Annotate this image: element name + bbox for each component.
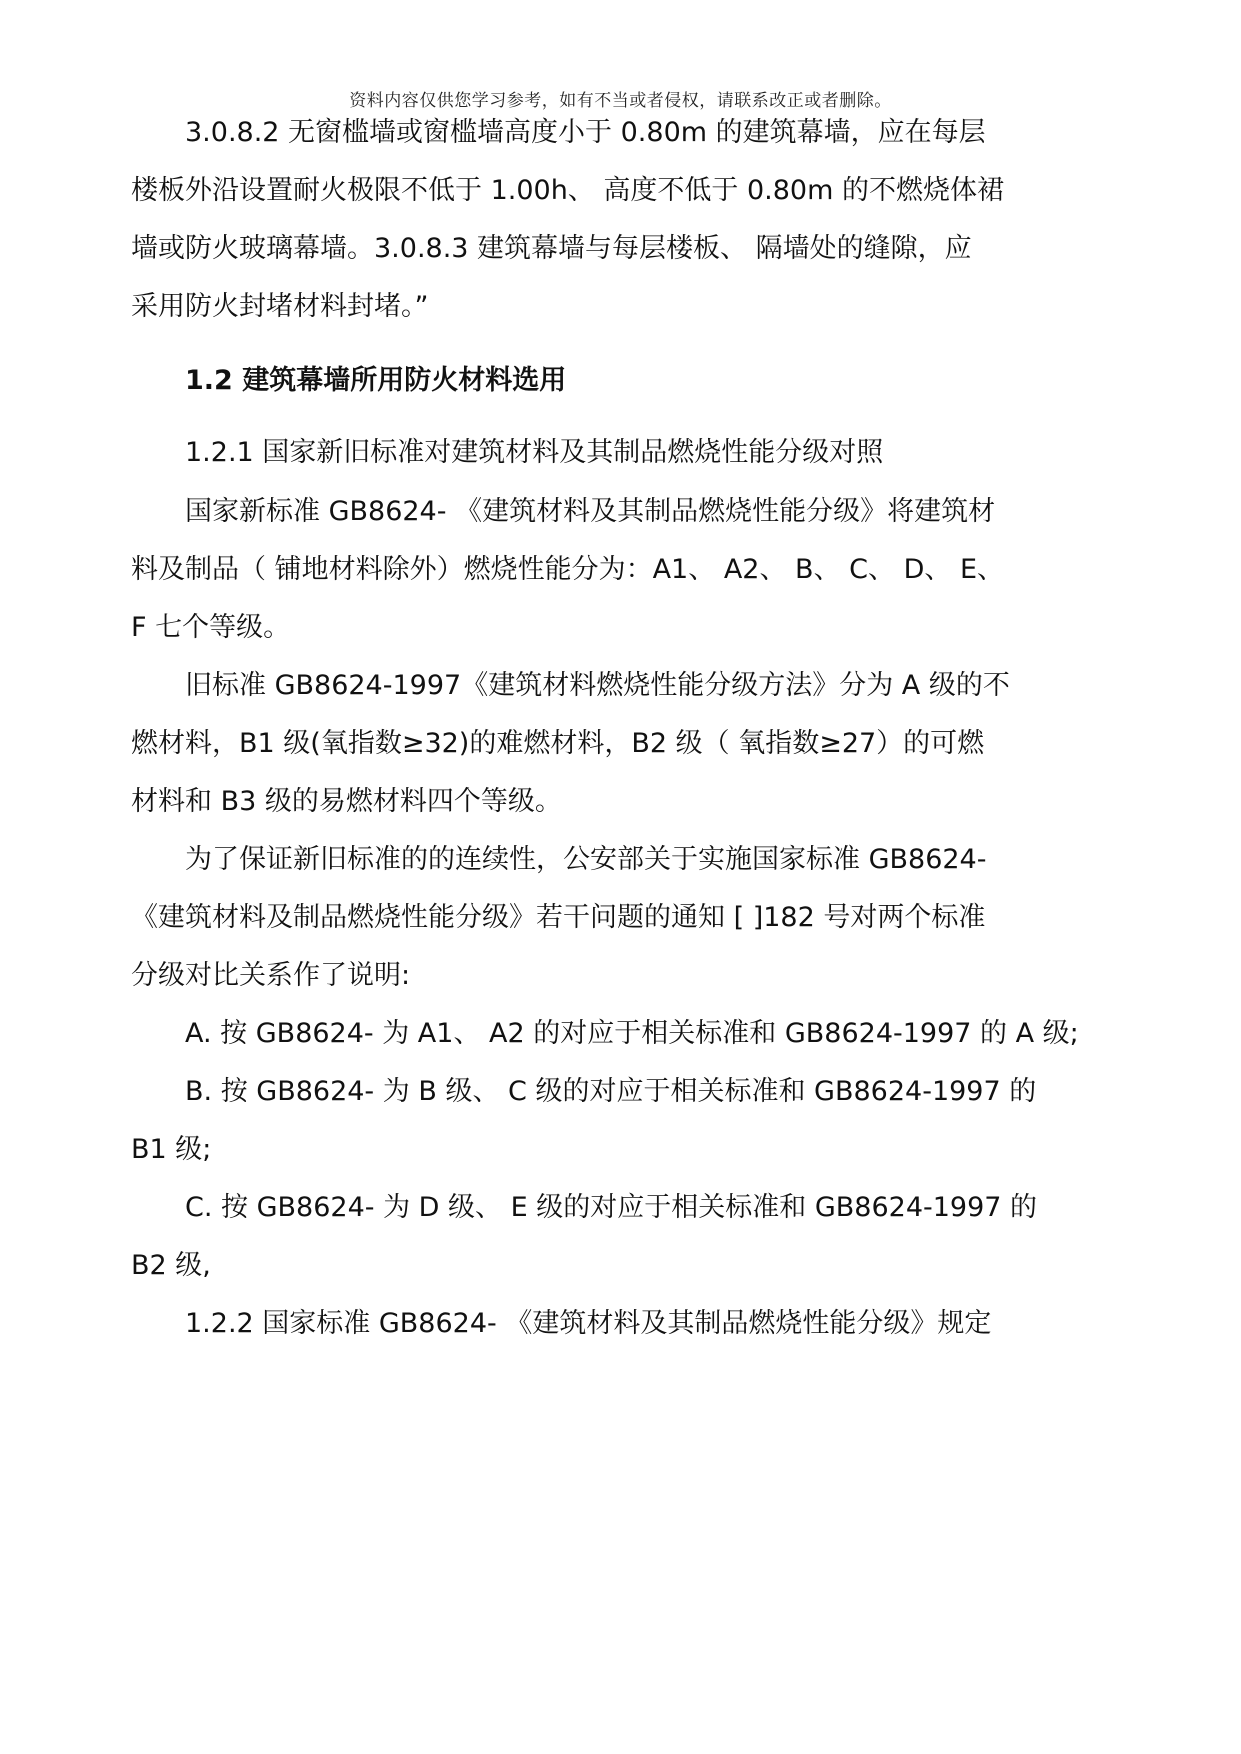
paragraph-line: 分级对比关系作了说明: — [131, 960, 411, 991]
subsection-heading: 1.2.2 国家标准 GB8624- 《建筑材料及其制品燃烧性能分级》规定 — [185, 1308, 992, 1339]
list-item-continuation: B1 级; — [131, 1134, 212, 1165]
section-heading: 1.2 建筑幕墙所用防火材料选用 — [185, 365, 567, 396]
paragraph-line: 墙或防火玻璃幕墙。3.0.8.3 建筑幕墙与每层楼板、 隔墙处的缝隙，应 — [131, 233, 972, 264]
list-item: C. 按 GB8624- 为 D 级、 E 级的对应于相关标准和 GB8624-1997 的 — [185, 1192, 1038, 1223]
paragraph-line: 燃材料，B1 级(氧指数≥32)的难燃材料，B2 级（ 氧指数≥27）的可燃 — [131, 728, 985, 759]
paragraph-line: 楼板外沿设置耐火极限不低于 1.00h、 高度不低于 0.80m 的不燃烧体裙 — [131, 175, 1004, 206]
paragraph-line: 旧标准 GB8624-1997《建筑材料燃烧性能分级方法》分为 A 级的不 — [185, 670, 1010, 701]
paragraph-line: 《建筑材料及制品燃烧性能分级》若干问题的通知 [ ]182 号对两个标准 — [131, 902, 986, 933]
paragraph-line: F 七个等级。 — [131, 612, 291, 643]
subsection-heading: 1.2.1 国家新旧标准对建筑材料及其制品燃烧性能分级对照 — [185, 437, 884, 468]
list-item: A. 按 GB8624- 为 A1、 A2 的对应于相关标准和 GB8624-1997 的 A 级; — [185, 1018, 1079, 1049]
paragraph-line: 为了保证新旧标准的的连续性，公安部关于实施国家标准 GB8624- — [185, 844, 987, 875]
paragraph-line: 3.0.8.2 无窗槛墙或窗槛墙高度小于 0.80m 的建筑幕墙，应在每层 — [185, 117, 986, 148]
paragraph-line: 采用防火封堵材料封堵。” — [131, 291, 429, 322]
list-item-continuation: B2 级, — [131, 1250, 211, 1281]
list-item: B. 按 GB8624- 为 B 级、 C 级的对应于相关标准和 GB8624-1997 的 — [185, 1076, 1037, 1107]
disclaimer-header: 资料内容仅供您学习参考，如有不当或者侵权，请联系改正或者删除。 — [349, 91, 892, 111]
paragraph-line: 料及制品（ 铺地材料除外）燃烧性能分为：A1、 A2、 B、 C、 D、 E、 — [131, 554, 1005, 585]
paragraph-line: 国家新标准 GB8624- 《建筑材料及其制品燃烧性能分级》将建筑材 — [185, 496, 996, 527]
paragraph-line: 材料和 B3 级的易燃材料四个等级。 — [131, 786, 562, 817]
